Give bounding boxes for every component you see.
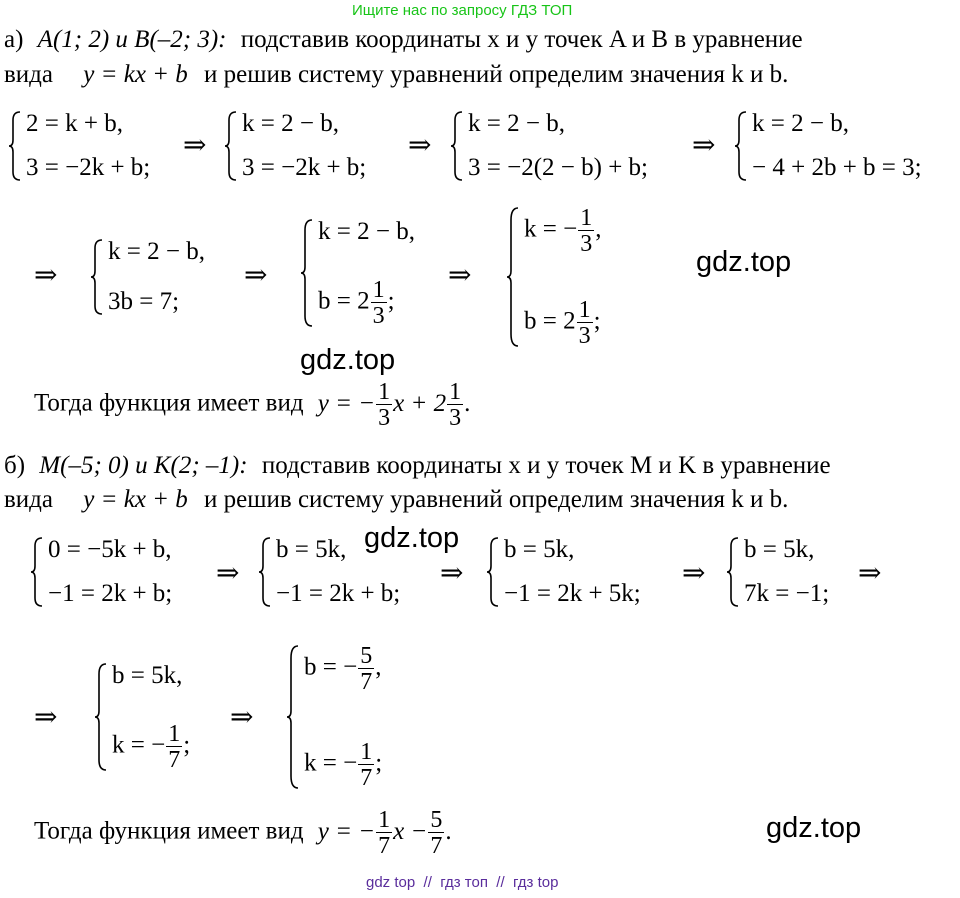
- part-a-intro-line1: [4, 26, 803, 54]
- bottom-banner: gdz top // гдз топ // гдз top: [366, 874, 559, 891]
- fraction: $\frac{1}{7}$: [360, 739, 373, 791]
- eq-line: b = 2 $\frac{1}{3}$ ;: [524, 297, 601, 349]
- implies-arrow: ⇒: [692, 130, 716, 161]
- part-a-vida: вида: [4, 61, 53, 88]
- implies-arrow: ⇒: [183, 130, 207, 161]
- result-text: Тогда функция имеет вид: [34, 389, 304, 417]
- part-b-system-3: [486, 536, 641, 608]
- brace-icon: [300, 218, 314, 328]
- result-text: Тогда функция имеет вид: [34, 817, 304, 845]
- brace-icon: [486, 536, 500, 608]
- part-a-system-7: [506, 206, 601, 348]
- eq-line: k = 2 − b,: [752, 110, 849, 137]
- eq-line: k = 2 − b,: [318, 218, 415, 245]
- fraction: $\frac{1}{3}$: [580, 205, 593, 257]
- part-b-system-4: [726, 536, 829, 608]
- implies-arrow: ⇒: [34, 260, 58, 291]
- part-a-intro-line2: [4, 61, 788, 89]
- brace-icon: [90, 238, 104, 316]
- part-b-system-6: [286, 644, 382, 790]
- part-a-points: A(1; 2) и B(–2; 3):: [37, 26, 227, 53]
- fraction: $\frac{1}{3}$: [578, 297, 591, 349]
- eq-line: k = − $\frac{1}{3}$ ,: [524, 205, 602, 257]
- brace-icon: [506, 206, 520, 348]
- eq-line: b = 5k,: [744, 536, 815, 563]
- eq-line: 0 = −5k + b,: [48, 536, 172, 563]
- part-b-system-1: [30, 536, 172, 608]
- part-b-points: M(–5; 0) и K(2; –1):: [39, 452, 248, 479]
- part-a-intro-rest: подставив координаты x и y точек A и B в уравнение: [240, 26, 803, 53]
- eq-line: −1 = 2k + b;: [276, 580, 401, 607]
- eq-line: 2 = k + b,: [26, 110, 123, 137]
- eq-line: b = 2 $\frac{1}{3}$ ;: [318, 277, 395, 329]
- part-b-system-5: [94, 662, 190, 772]
- fraction: $\frac{5}{7}$: [360, 643, 373, 695]
- eq-line: k = − $\frac{1}{7}$ ;: [304, 739, 383, 791]
- fraction: $\frac{1}{3}$: [372, 277, 385, 329]
- part-b-result: [34, 808, 452, 858]
- part-a-system-6: [300, 218, 415, 328]
- eq-line: 3 = −2(2 − b) + b;: [468, 154, 648, 181]
- eq-line: b = 5k,: [112, 662, 183, 689]
- eq-line: 3b = 7;: [108, 288, 180, 315]
- implies-arrow: ⇒: [440, 558, 464, 589]
- part-b-system-2: [258, 536, 400, 608]
- implies-arrow: ⇒: [216, 558, 240, 589]
- eq-line: − 4 + 2b + b = 3;: [752, 154, 922, 181]
- result-formula: y = − $\frac{1}{7}$ x − $\frac{5}{7}$ .: [317, 807, 452, 859]
- watermark: gdz.top: [364, 522, 460, 554]
- watermark: gdz.top: [766, 812, 862, 844]
- brace-icon: [258, 536, 272, 608]
- eq-line: b = − $\frac{5}{7}$ ,: [304, 643, 382, 695]
- implies-arrow: ⇒: [858, 558, 882, 589]
- watermark: gdz.top: [696, 246, 792, 278]
- eq-line: −1 = 2k + b;: [48, 580, 173, 607]
- implies-arrow: ⇒: [230, 702, 254, 733]
- brace-icon: [94, 662, 108, 772]
- eq-line: b = 5k,: [276, 536, 347, 563]
- part-b-intro-line1: [4, 452, 831, 480]
- implies-arrow: ⇒: [244, 260, 268, 291]
- eq-line: 3 = −2k + b;: [242, 154, 367, 181]
- brace-icon: [450, 110, 464, 182]
- brace-icon: [224, 110, 238, 182]
- result-formula: y = − $\frac{1}{3}$ x + 2 $\frac{1}{3}$ .: [317, 379, 471, 431]
- part-a-system-1: [8, 110, 150, 182]
- eq-line: k = 2 − b,: [468, 110, 565, 137]
- part-b-intro-rest2: и решив систему уравнений определим значения k и b.: [204, 486, 789, 513]
- eq-line: −1 = 2k + 5k;: [504, 580, 641, 607]
- part-b-intro-line2: [4, 486, 788, 514]
- part-a-system-2: [224, 110, 366, 182]
- fraction: $\frac{5}{7}$: [430, 807, 443, 859]
- eq-line: k = 2 − b,: [108, 238, 205, 265]
- part-a-equation: y = kx + b: [83, 61, 188, 88]
- part-a-intro-rest2: и решив систему уравнений определим значения k и b.: [204, 61, 789, 88]
- implies-arrow: ⇒: [34, 702, 58, 733]
- implies-arrow: ⇒: [408, 130, 432, 161]
- eq-line: k = 2 − b,: [242, 110, 339, 137]
- watermark: gdz.top: [300, 344, 396, 376]
- eq-line: k = − $\frac{1}{7}$ ;: [112, 721, 191, 773]
- brace-icon: [286, 644, 300, 790]
- part-b-equation: y = kx + b: [83, 486, 188, 513]
- part-a-label: а): [4, 26, 24, 53]
- brace-icon: [726, 536, 740, 608]
- eq-line: 7k = −1;: [744, 580, 830, 607]
- brace-icon: [734, 110, 748, 182]
- eq-line: b = 5k,: [504, 536, 575, 563]
- implies-arrow: ⇒: [682, 558, 706, 589]
- brace-icon: [8, 110, 22, 182]
- part-b-label: б): [4, 452, 26, 479]
- fraction: $\frac{1}{3}$: [449, 379, 462, 431]
- part-a-system-5: [90, 238, 205, 316]
- part-a-result: [34, 380, 470, 430]
- fraction: $\frac{1}{3}$: [378, 379, 391, 431]
- implies-arrow: ⇒: [448, 260, 472, 291]
- brace-icon: [30, 536, 44, 608]
- part-b-vida: вида: [4, 486, 53, 513]
- part-a-system-4: [734, 110, 922, 182]
- eq-line: 3 = −2k + b;: [26, 154, 151, 181]
- part-b-intro-rest: подставив координаты x и y точек M и K в уравнение: [261, 452, 831, 479]
- fraction: $\frac{1}{7}$: [168, 721, 181, 773]
- part-a-system-3: [450, 110, 648, 182]
- top-banner: Ищите нас по запросу ГДЗ ТОП: [352, 2, 573, 19]
- fraction: $\frac{1}{7}$: [378, 807, 391, 859]
